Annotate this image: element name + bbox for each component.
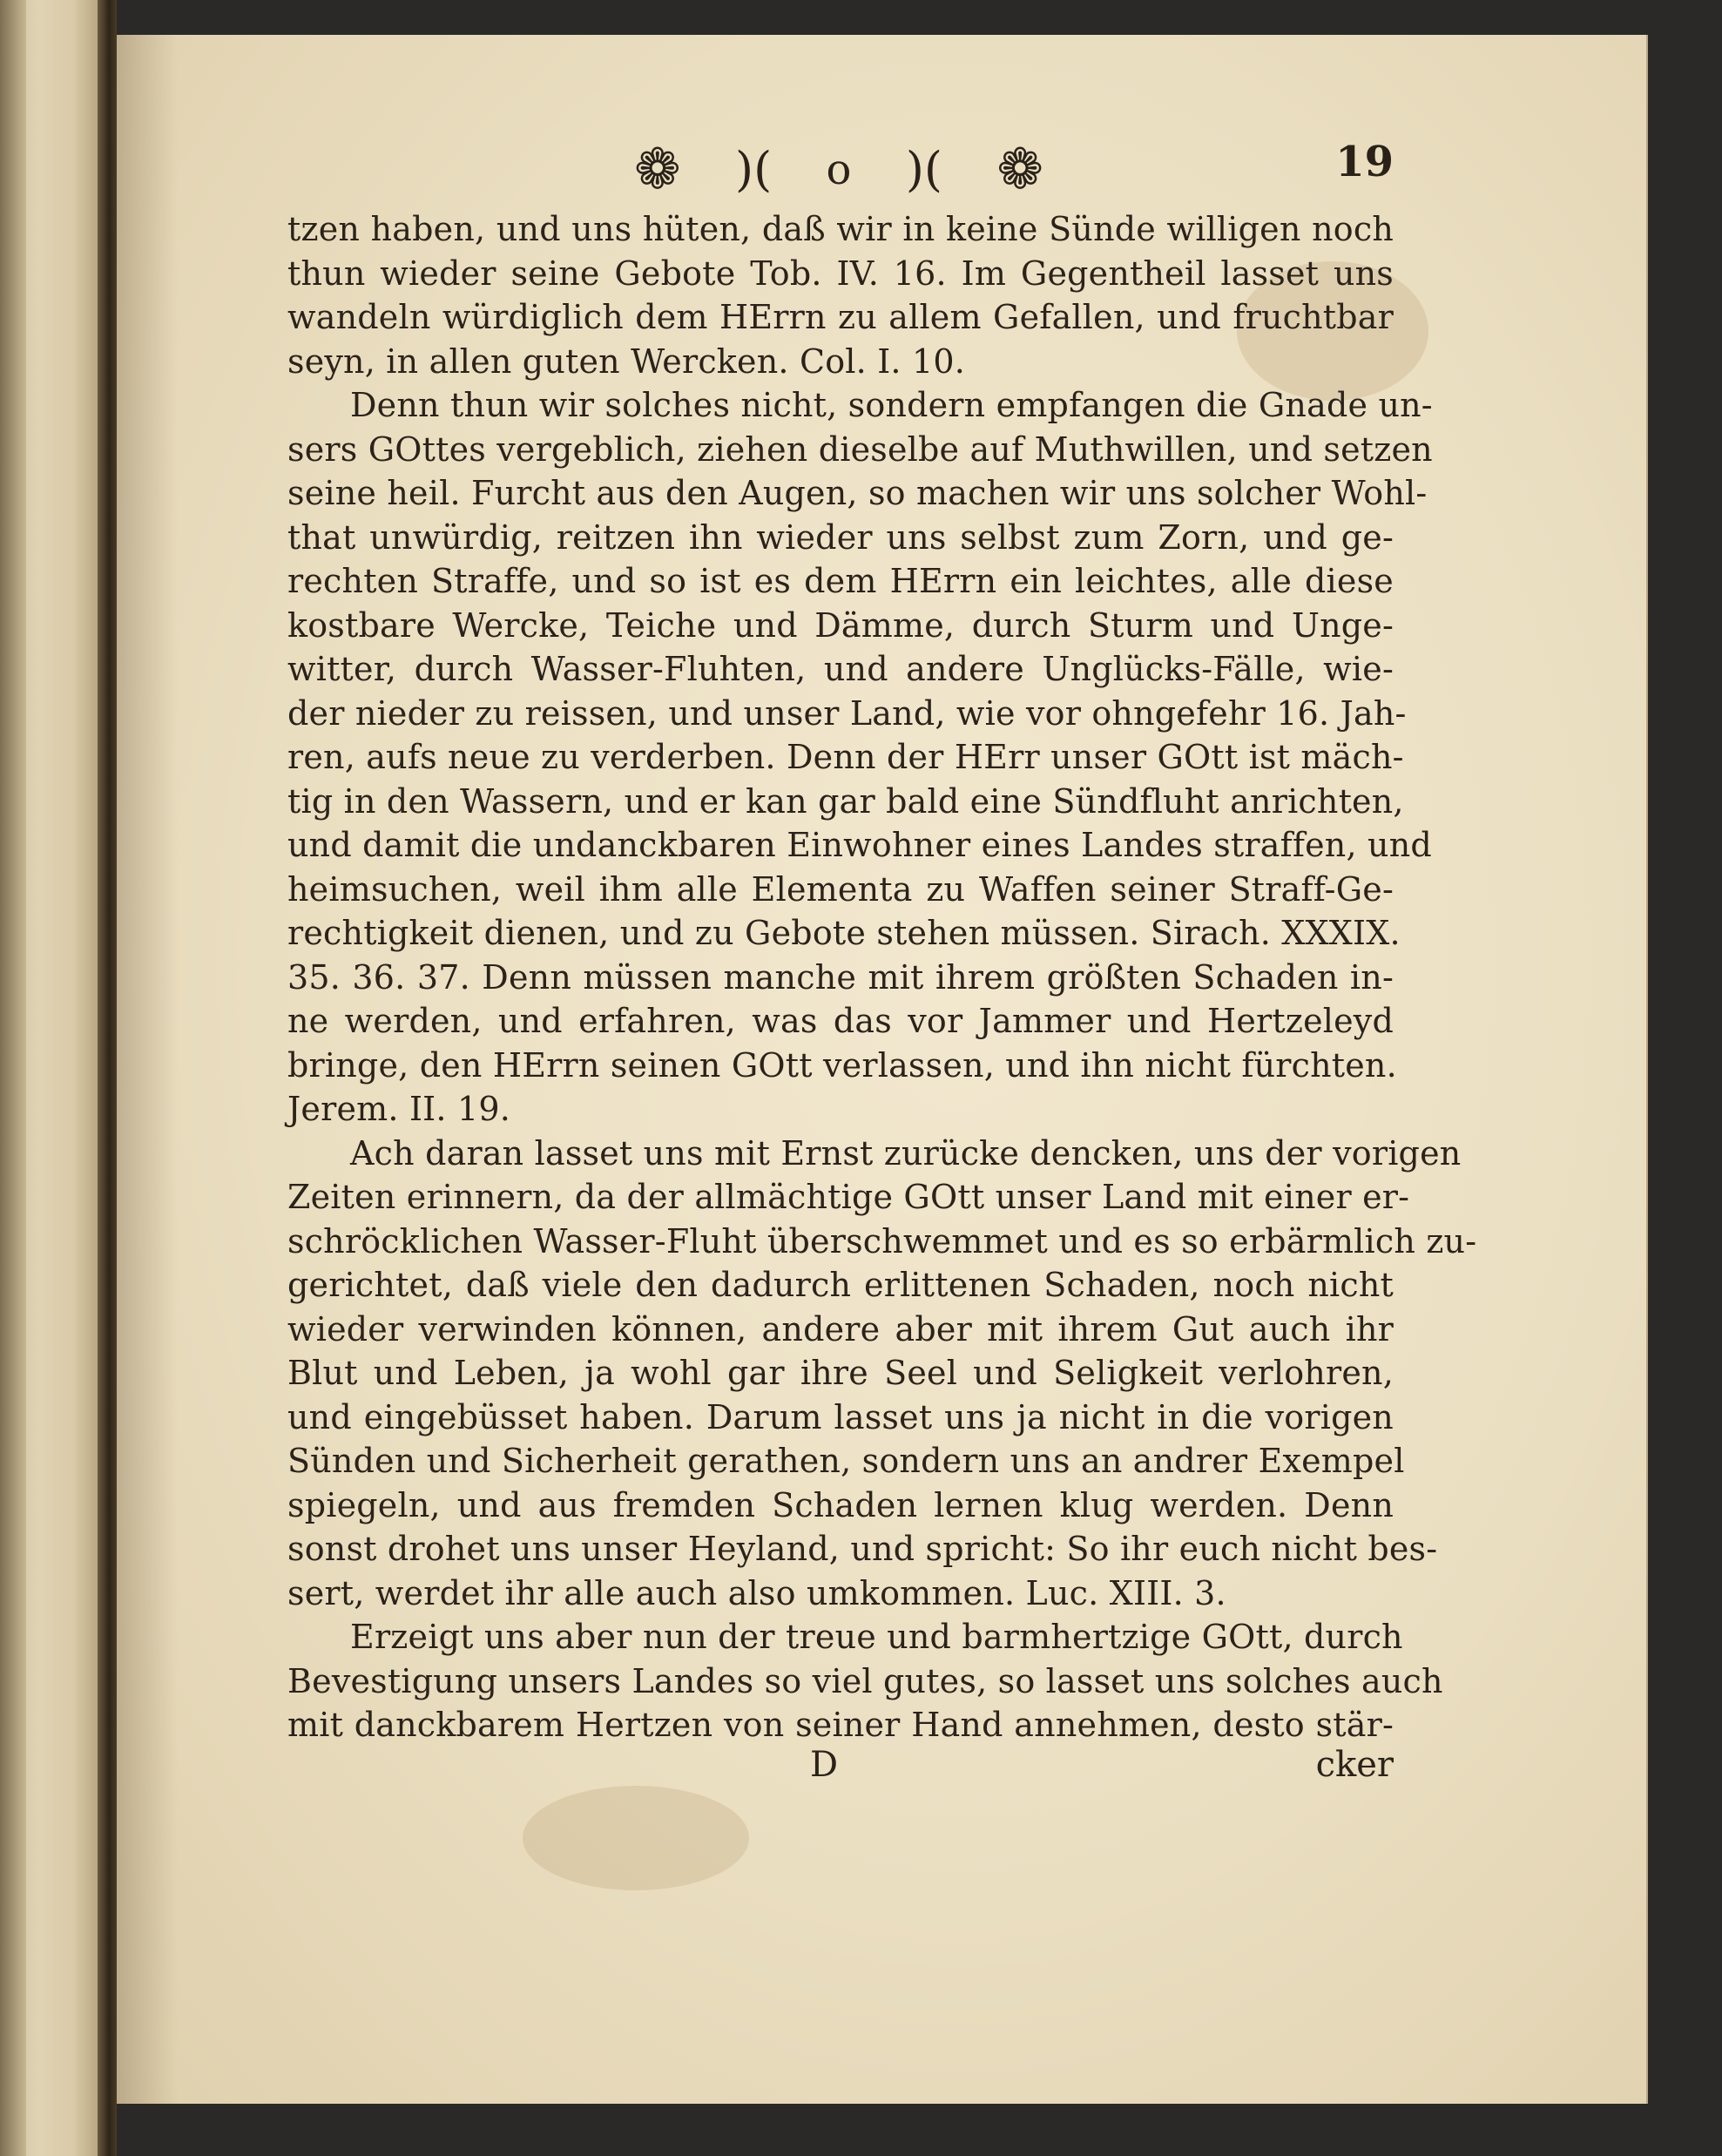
body-text	[287, 207, 1477, 1747]
text-line: gerichtet, daß viele den dadurch erlittenen Schaden, noch nicht	[287, 1266, 1394, 1304]
text-line: rechten Straffe, und so ist es dem HErrn ein leichtes, alle diese	[287, 562, 1394, 600]
text-line: der nieder zu reissen, und unser Land, wie vor ohngefehr 16. Jah-	[287, 693, 1407, 733]
text-line: Zeiten erinnern, da der allmächtige GOtt unser Land mit einer er-	[287, 1178, 1410, 1216]
facing-page-shadow	[0, 0, 26, 2156]
text-line: ren, aufs neue zu verderben. Denn der HErr unser GOtt ist mäch-	[287, 738, 1404, 776]
catchword: cker	[1315, 1745, 1394, 1785]
text-line: 35. 36. 37. Denn müssen manche mit ihrem größten Schaden in-	[287, 957, 1394, 997]
text-line: sers GOttes vergeblich, ziehen dieselbe auf Muthwillen, und setzen	[287, 429, 1433, 469]
flower-ornament-icon: ❁	[634, 138, 681, 202]
text-line: sert, werdet ihr alle auch also umkommen. Luc. XIII. 3.	[287, 1573, 1226, 1612]
text-line: Denn thun wir solches nicht, sondern empfangen die Gnade un-	[350, 386, 1433, 424]
center-ornament: o	[826, 145, 852, 194]
text-line: sonst drohet uns unser Heyland, und spricht: So ihr euch nicht bes-	[287, 1530, 1438, 1568]
text-line: spiegeln, und aus fremden Schaden lernen klug werden. Denn	[287, 1485, 1394, 1524]
text-line: Erzeigt uns aber nun der treue und barmhertzige GOtt, durch	[350, 1618, 1403, 1656]
header-ornaments	[634, 131, 1043, 209]
text-line: witter, durch Wasser-Fluhten, und andere Unglücks-Fälle, wie-	[287, 650, 1394, 688]
text-line: ne werden, und erfahren, was das vor Jammer und Hertzeleyd	[287, 1002, 1394, 1040]
running-header	[287, 131, 1394, 209]
text-line: und damit die undanckbaren Einwohner eines Landes straffen, und	[287, 826, 1432, 864]
text-line: Jerem. II. 19.	[287, 1090, 510, 1128]
text-line: und eingebüsset haben. Darum lasset uns ja nicht in die vorigen	[287, 1397, 1394, 1436]
bracket-ornament: )(	[905, 142, 942, 197]
text-line: rechtigkeit dienen, und zu Gebote stehen müssen. Sirach. XXXIX.	[287, 914, 1401, 952]
text-line: schröcklichen Wasser-Fluht überschwemmet und es so erbärmlich zu-	[287, 1221, 1477, 1260]
text-line: kostbare Wercke, Teiche und Dämme, durch Sturm und Unge-	[287, 605, 1394, 645]
text-line: wandeln würdiglich dem HErrn zu allem Gefallen, und fruchtbar	[287, 298, 1394, 336]
text-line: Sünden und Sicherheit gerathen, sondern uns an andrer Exempel	[287, 1442, 1405, 1480]
bracket-ornament: )(	[735, 142, 773, 197]
text-line: Ach daran lasset uns mit Ernst zurücke dencken, uns der vorigen	[350, 1133, 1462, 1173]
text-line: Blut und Leben, ja wohl gar ihre Seel und Seligkeit verlohren,	[287, 1354, 1394, 1392]
text-line: thun wieder seine Gebote Tob. IV. 16. Im Gegentheil lasset uns	[287, 253, 1394, 293]
text-line: that unwürdig, reitzen ihn wieder uns selbst zum Zorn, und ge-	[287, 517, 1394, 557]
text-line: wieder verwinden können, andere aber mit ihrem Gut auch ihr	[287, 1309, 1394, 1348]
page-footer	[287, 1745, 1394, 1797]
page-number: 19	[1335, 138, 1394, 186]
text-line: tig in den Wassern, und er kan gar bald eine Sündfluht anrichten,	[287, 781, 1404, 821]
page-curl-shadow	[117, 35, 178, 2104]
text-line: bringe, den HErrn seinen GOtt verlassen, und ihn nicht fürchten.	[287, 1045, 1397, 1085]
book-gutter	[98, 0, 117, 2156]
text-line: heimsuchen, weil ihm alle Elementa zu Waffen seiner Straff-Ge-	[287, 869, 1394, 909]
text-line: tzen haben, und uns hüten, daß wir in keine Sünde willigen noch	[287, 210, 1394, 248]
paper-stain	[523, 1786, 749, 1890]
signature-mark: D	[810, 1745, 839, 1785]
text-line: seine heil. Furcht aus den Augen, so machen wir uns solcher Wohl-	[287, 474, 1428, 512]
text-line: mit danckbarem Hertzen von seiner Hand annehmen, desto stär-	[287, 1706, 1394, 1744]
text-line: seyn, in allen guten Wercken. Col. I. 10.	[287, 341, 966, 381]
flower-ornament-icon: ❁	[996, 138, 1043, 202]
text-line: Bevestigung unsers Landes so viel gutes, so lasset uns solches auch	[287, 1661, 1443, 1700]
